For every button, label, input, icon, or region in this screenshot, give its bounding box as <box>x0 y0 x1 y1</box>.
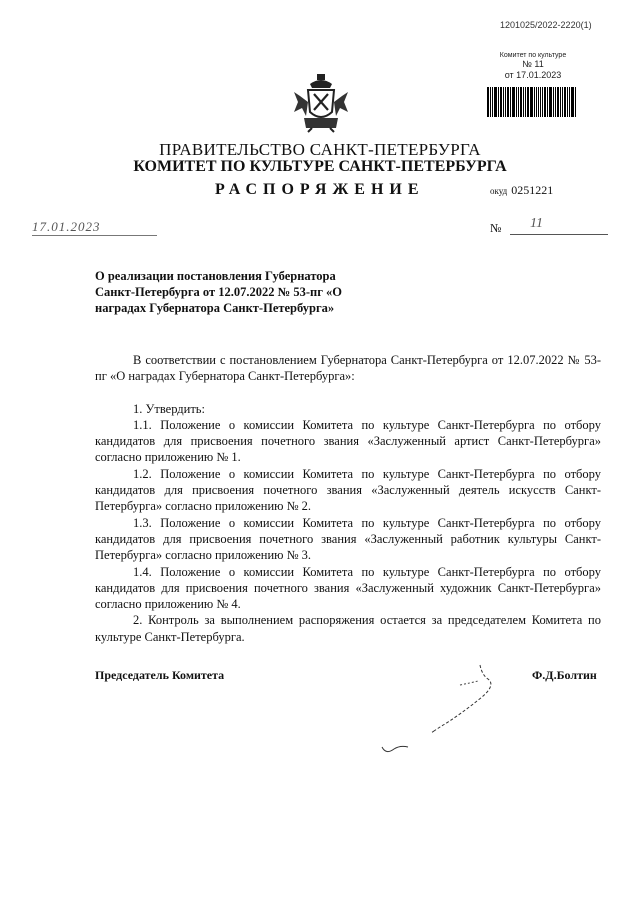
barcode <box>487 87 577 117</box>
barcode-bar <box>492 87 493 117</box>
barcode-bar <box>544 87 546 117</box>
barcode-bar <box>512 87 515 117</box>
intro-paragraph: В соответствии с постановлением Губернатора Санкт-Петербурга от 12.07.2022 № 53-пг «О наградах Губернатора Санкт-Петербурга»: <box>95 353 601 384</box>
okud-label: окуд <box>490 186 508 196</box>
registration-label: Комитет по культуре <box>499 52 567 59</box>
document-type: РАСПОРЯЖЕНИЕ <box>215 181 425 198</box>
barcode-bar <box>534 87 535 117</box>
handwritten-signature <box>370 655 510 765</box>
okud-code <box>490 183 553 198</box>
signer-title: Председатель Комитета <box>95 668 225 682</box>
barcode-bar <box>494 87 497 117</box>
barcode-bar <box>547 87 548 117</box>
barcode-bar <box>498 87 499 117</box>
barcode-bar <box>571 87 574 117</box>
barcode-bar <box>557 87 559 117</box>
barcode-bar <box>569 87 570 117</box>
item-1: 1. Утвердить: <box>133 401 205 416</box>
barcode-bar <box>575 87 576 117</box>
item-1-1: 1.1. Положение о комиссии Комитета по культуре Санкт-Петербурга по отбору кандидатов для присвоения почетного звания «Заслуженный артист Санкт-Петербурга» согласно приложению № 1. <box>95 417 601 465</box>
barcode-bar <box>505 87 506 117</box>
subject-heading: О реализации постановления Губернатора Санкт-Петербурга от 12.07.2022 № 53-пг «О наградах Губернатора Санкт-Петербурга» <box>95 269 342 315</box>
barcode-bar <box>530 87 533 117</box>
okud-value: 0251221 <box>511 183 554 197</box>
barcode-bar <box>549 87 552 117</box>
barcode-bar <box>487 87 489 117</box>
barcode-bar <box>490 87 491 117</box>
committee-title: КОМИТЕТ ПО КУЛЬТУРЕ САНКТ-ПЕТЕРБУРГА <box>133 158 507 175</box>
item-1-4: 1.4. Положение о комиссии Комитета по культуре Санкт-Петербурга по отбору кандидатов для присвоения почетного звания «Заслуженный художник Санкт-Петербурга» согласно приложению № 4. <box>95 564 601 612</box>
signer-name: Ф.Д.Болтин <box>532 668 597 682</box>
barcode-bar <box>562 87 563 117</box>
barcode-bar <box>553 87 554 117</box>
handwritten-date: 17.01.2023 <box>32 219 157 236</box>
barcode-bar <box>503 87 504 117</box>
registration-stamp <box>488 52 578 81</box>
barcode-bar <box>542 87 543 117</box>
number-label: № <box>490 221 502 235</box>
handwritten-number: 11 <box>530 216 543 231</box>
barcode-bar <box>507 87 509 117</box>
document-body <box>95 352 601 645</box>
barcode-bar <box>567 87 568 117</box>
barcode-bar <box>510 87 511 117</box>
number-line <box>510 234 608 235</box>
registration-number: № 11 <box>522 59 544 69</box>
barcode-bar <box>518 87 519 117</box>
item-1-2: 1.2. Положение о комиссии Комитета по культуре Санкт-Петербурга по отбору кандидатов для присвоения почетного звания «Заслуженный деятель искусств Санкт-Петербурга» согласно приложению № 2. <box>95 466 601 514</box>
coat-of-arms-icon <box>290 72 352 134</box>
government-title: ПРАВИТЕЛЬСТВО САНКТ-ПЕТЕРБУРГА <box>159 140 481 159</box>
item-2: 2. Контроль за выполнением распоряжения остается за председателем Комитета по культуре Санкт-Петербурга. <box>95 613 601 644</box>
item-1-3: 1.3. Положение о комиссии Комитета по культуре Санкт-Петербурга по отбору кандидатов для присвоения почетного звания «Заслуженный работник культуры Санкт-Петербурга» согласно приложению № 3. <box>95 515 601 563</box>
barcode-bar <box>523 87 524 117</box>
barcode-bar <box>527 87 529 117</box>
barcode-bar <box>564 87 566 117</box>
registration-date: от 17.01.2023 <box>504 70 562 80</box>
barcode-bar <box>525 87 526 117</box>
barcode-bar <box>538 87 540 117</box>
barcode-bar <box>536 87 537 117</box>
barcode-bar <box>555 87 556 117</box>
barcode-bar <box>520 87 522 117</box>
barcode-bar <box>500 87 502 117</box>
barcode-bar <box>560 87 561 117</box>
document-id: 1201025/2022-2220(1) <box>500 20 592 30</box>
barcode-bar <box>540 87 541 117</box>
barcode-bar <box>516 87 517 117</box>
